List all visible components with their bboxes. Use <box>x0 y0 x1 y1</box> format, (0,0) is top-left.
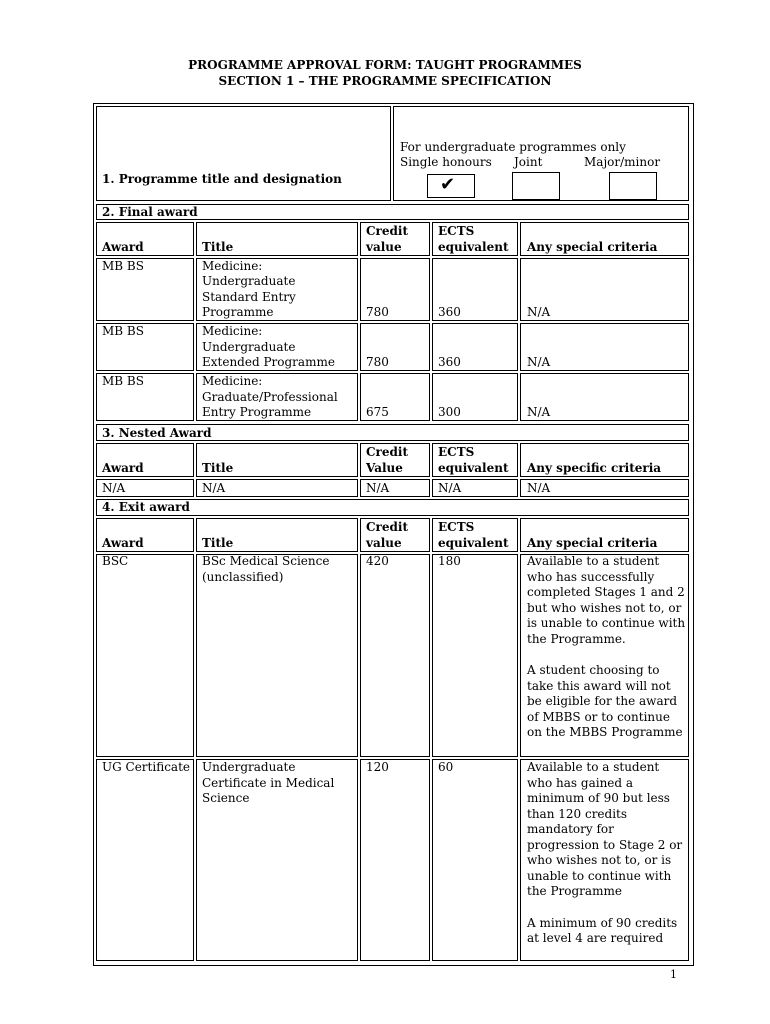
fa-row3-award: MB BS <box>102 374 144 388</box>
na-col-ects-2: equivalent <box>438 461 509 475</box>
ea-col-credit-2: value <box>366 536 402 550</box>
check-icon: ✔ <box>440 174 456 195</box>
table-cell <box>432 759 518 961</box>
fa-col-title: Title <box>202 240 234 254</box>
ea-row2-criteria-9: the Programme <box>527 884 622 898</box>
fa-row2-title-2: Undergraduate <box>202 340 296 354</box>
ea-col-award: Award <box>102 536 144 550</box>
ea-col-title: Title <box>202 536 234 550</box>
ea-row2-criteria-7: who wishes not to, or is <box>527 853 672 867</box>
fa-row1-ects: 360 <box>438 305 461 319</box>
ea-row2-criteria-5: mandatory for <box>527 822 614 836</box>
ea-row1-criteria-1: Available to a student <box>527 554 660 568</box>
na-col-ects-1: ECTS <box>438 445 475 459</box>
ea-col-credit-1: Credit <box>366 520 408 534</box>
ea-row1-title-2: (unclassified) <box>202 570 284 584</box>
ea-row1-credit: 420 <box>366 554 389 568</box>
na-col-criteria: Any specific criteria <box>527 461 662 475</box>
na-row-title: N/A <box>202 481 226 495</box>
na-col-award: Award <box>102 461 144 475</box>
table-cell <box>360 554 430 757</box>
fa-row2-ects: 360 <box>438 355 461 369</box>
ea-row1-criteria-6: the Programme. <box>527 632 626 646</box>
table-cell <box>432 554 518 757</box>
ea-row1-ects: 180 <box>438 554 461 568</box>
ea-row1-criteria-12: on the MBBS Programme <box>527 725 683 739</box>
form-title: PROGRAMME APPROVAL FORM: TAUGHT PROGRAMMES <box>188 58 582 72</box>
ea-row2-criteria-12: at level 4 are required <box>527 931 664 945</box>
fa-row3-title-3: Entry Programme <box>202 405 312 419</box>
na-row-credit: N/A <box>366 481 390 495</box>
fa-row3-title-1: Medicine: <box>202 374 263 388</box>
na-row-ects: N/A <box>438 481 462 495</box>
ea-row2-criteria-11: A minimum of 90 credits <box>527 916 678 930</box>
option-joint-label: Joint <box>514 155 543 169</box>
table-cell <box>360 759 430 961</box>
final-award-heading: 2. Final award <box>102 205 198 219</box>
joint-checkbox[interactable] <box>512 172 560 200</box>
fa-col-credit-1: Credit <box>366 224 408 238</box>
fa-row3-ects: 300 <box>438 405 461 419</box>
ea-row1-criteria-4: but who wishes not to, or <box>527 601 682 615</box>
fa-col-award: Award <box>102 240 144 254</box>
ea-row2-title-2: Certificate in Medical <box>202 776 335 790</box>
fa-row1-title-4: Programme <box>202 305 274 319</box>
fa-col-ects-2: equivalent <box>438 240 509 254</box>
ea-row2-award: UG Certificate <box>102 760 190 774</box>
ea-row2-title-1: Undergraduate <box>202 760 296 774</box>
fa-col-ects-1: ECTS <box>438 224 475 238</box>
fa-row1-title-2: Undergraduate <box>202 274 296 288</box>
na-col-credit-2: Value <box>366 461 403 475</box>
ea-row2-criteria-4: than 120 credits <box>527 807 628 821</box>
ea-col-ects-1: ECTS <box>438 520 475 534</box>
fa-row1-title-3: Standard Entry <box>202 290 296 304</box>
ea-row2-criteria-8: unable to continue with <box>527 869 672 883</box>
nested-award-heading: 3. Nested Award <box>102 426 212 440</box>
ea-row2-criteria-6: progression to Stage 2 or <box>527 838 683 852</box>
na-row-criteria: N/A <box>527 481 551 495</box>
na-col-credit-1: Credit <box>366 445 408 459</box>
ea-row2-criteria-2: who has gained a <box>527 776 634 790</box>
ea-row1-criteria-11: of MBBS or to continue <box>527 710 670 724</box>
ea-row1-title-1: BSc Medical Science <box>202 554 330 568</box>
fa-row3-title-2: Graduate/Professional <box>202 390 338 404</box>
table-row <box>96 554 194 757</box>
fa-row1-credit: 780 <box>366 305 389 319</box>
fa-row1-award: MB BS <box>102 259 144 273</box>
ea-row1-criteria-8: A student choosing to <box>527 663 660 677</box>
na-col-title: Title <box>202 461 234 475</box>
ea-row2-title-3: Science <box>202 791 250 805</box>
ea-row2-credit: 120 <box>366 760 389 774</box>
ea-col-criteria: Any special criteria <box>527 536 658 550</box>
page-number: 1 <box>670 968 677 981</box>
ea-col-ects-2: equivalent <box>438 536 509 550</box>
fa-row2-title-1: Medicine: <box>202 324 263 338</box>
fa-row1-title-1: Medicine: <box>202 259 263 273</box>
ea-row2-criteria-3: minimum of 90 but less <box>527 791 670 805</box>
fa-row2-credit: 780 <box>366 355 389 369</box>
ea-row2-ects: 60 <box>438 760 454 774</box>
form-subtitle: SECTION 1 – THE PROGRAMME SPECIFICATION <box>218 74 552 88</box>
major-minor-checkbox[interactable] <box>609 172 657 200</box>
fa-row3-criteria: N/A <box>527 405 551 419</box>
ea-row1-criteria-2: who has successfully <box>527 570 655 584</box>
ea-row2-criteria-1: Available to a student <box>527 760 660 774</box>
option-single-honours-label: Single honours <box>400 155 492 169</box>
ea-row1-award: BSC <box>102 554 129 568</box>
fa-row2-title-3: Extended Programme <box>202 355 335 369</box>
ug-note: For undergraduate programmes only <box>400 140 626 154</box>
fa-row2-criteria: N/A <box>527 355 551 369</box>
ea-row1-criteria-5: is unable to continue with <box>527 616 686 630</box>
ea-row1-criteria-9: take this award will not <box>527 679 671 693</box>
na-row-award: N/A <box>102 481 126 495</box>
ea-row1-criteria-10: be eligible for the award <box>527 694 678 708</box>
table-row <box>96 759 194 961</box>
option-major-minor-label: Major/minor <box>584 155 661 169</box>
single-honours-checkbox[interactable] <box>427 174 475 198</box>
fa-col-criteria: Any special criteria <box>527 240 658 254</box>
fa-row3-credit: 675 <box>366 405 389 419</box>
ea-row1-criteria-3: completed Stages 1 and 2 <box>527 585 685 599</box>
fa-row2-award: MB BS <box>102 324 144 338</box>
section1-label: 1. Programme title and designation <box>102 172 342 186</box>
fa-row1-criteria: N/A <box>527 305 551 319</box>
fa-col-credit-2: value <box>366 240 402 254</box>
exit-award-heading: 4. Exit award <box>102 500 190 514</box>
